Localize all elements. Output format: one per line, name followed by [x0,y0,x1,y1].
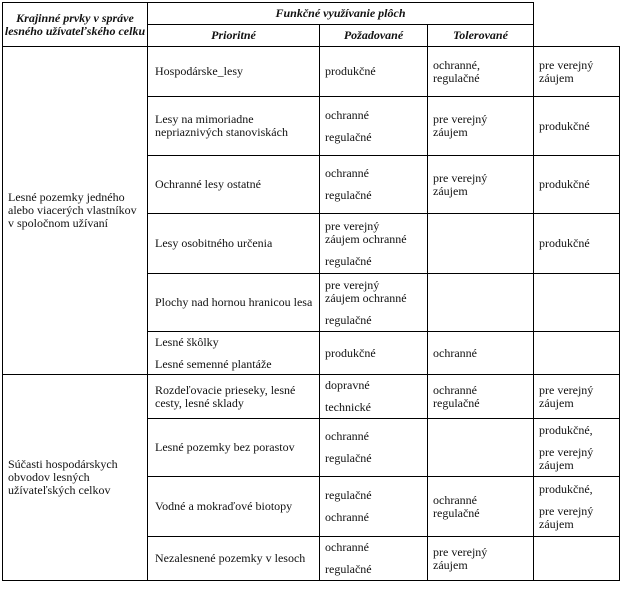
tolerated-cell [534,274,620,332]
cell-line: ochranné [433,345,477,360]
required-cell [428,332,534,375]
cell-line: záujem [539,516,574,531]
cell-line: regulačné [325,129,372,144]
tolerated-cell [534,477,620,537]
table-row [3,47,620,97]
cell-line: pre verejný [433,544,488,559]
group-label: Lesné pozemky jedného alebo viacerých vlastníkov v spoločnom užívaní [3,47,148,375]
cell-line: produkčné [539,118,590,133]
element-name [148,47,320,97]
cell-line: ochranné [325,510,369,524]
element-name-line: Lesné pozemky bez porastov [155,440,295,454]
table-body [3,47,620,581]
cell-line: produkčné, [539,422,593,437]
cell-line: regulačné [433,395,480,410]
cell-line: pre verejný [325,218,380,233]
cell-line: regulačné [325,451,372,465]
tolerated-cell [534,156,620,214]
tolerated-cell [534,375,620,419]
cell-line: pre verejný [539,444,594,459]
priority-cell [320,156,428,214]
cell-line: produkčné [539,236,590,250]
element-name [148,332,320,375]
required-cell [428,274,534,332]
cell-line: ochranné [325,540,369,554]
group-label: Súčasti hospodárskych obvodov lesných užívateľských celkov [3,375,148,581]
tolerated-cell [534,332,620,375]
cell-line: záujem [433,125,468,139]
tolerated-cell [534,97,620,156]
priority-cell [320,332,428,375]
element-name [148,375,320,419]
cell-line: pre verejný [539,382,594,397]
table-row [3,375,620,419]
element-name [148,274,320,332]
element-name [148,156,320,214]
element-name-line: Plochy nad hornou hranicou lesa [155,295,313,309]
cell-line: záujem [433,557,468,572]
priority-cell [320,47,428,97]
element-name-line: Hospodárske_lesy [155,64,243,78]
cell-line: ochranné [325,107,369,122]
cell-line: regulačné [325,188,372,202]
element-name [148,477,320,537]
cell-line: záujem [539,395,574,410]
cell-line: pre verejný [433,170,488,185]
element-name-line: Rozdeľovacie prieseky, lesné cesty, lesné sklady [155,382,296,410]
priority-cell [320,537,428,581]
required-cell [428,97,534,156]
element-name-line: Nezalesnené pozemky v lesoch [155,551,306,565]
required-cell [428,477,534,537]
element-name-line: Lesy na mimoriadne nepriaznivých stanoviskách [155,112,288,139]
cell-line: ochranné, [433,57,480,72]
element-name [148,97,320,156]
cell-line: záujem [539,70,574,85]
cell-line: záujem [433,183,468,198]
priority-cell [320,214,428,274]
required-cell [428,419,534,477]
cell-line: produkčné [325,345,376,360]
header-required: Požadované [320,25,428,47]
element-name-line: Lesné semenné plantáže [155,356,272,371]
tolerated-cell [534,537,620,581]
element-name-line: Ochranné lesy ostatné [155,177,261,191]
header-landscape-elements: Krajinné prvky v správe lesného užívateľského celku [3,3,148,47]
cell-line: záujem ochranné [325,290,407,305]
element-name [148,419,320,477]
header-functional-use: Funkčné využívanie plôch [148,3,534,25]
cell-line: regulačné [433,70,480,85]
cell-line: regulačné [325,253,372,268]
cell-line: regulačné [325,488,372,502]
element-name [148,537,320,581]
element-name-line: Lesy osobitného určenia [155,236,273,250]
required-cell [428,214,534,274]
tolerated-cell [534,419,620,477]
cell-line: pre verejný [539,503,594,518]
required-cell [428,375,534,419]
cell-line: ochranné [433,492,477,507]
cell-line: ochranné [325,166,369,180]
tolerated-cell [534,214,620,274]
cell-line: produkčné [539,177,590,191]
tolerated-cell [534,47,620,97]
cell-line: záujem ochranné [325,231,407,246]
cell-line: produkčné [325,64,376,78]
priority-cell [320,477,428,537]
cell-line: ochranné [433,382,477,397]
required-cell [428,537,534,581]
priority-cell [320,97,428,156]
cell-line: regulačné [325,562,372,576]
required-cell [428,156,534,214]
cell-line: záujem [539,457,574,472]
cell-line: regulačné [325,312,372,327]
cell-line: regulačné [433,505,480,520]
required-cell [428,47,534,97]
element-name [148,214,320,274]
cell-line: pre verejný [539,57,594,72]
priority-cell [320,375,428,419]
cell-line: technické [325,400,371,414]
cell-line: pre verejný [325,277,380,292]
header-priority: Prioritné [148,25,320,47]
priority-cell [320,274,428,332]
priority-cell [320,419,428,477]
land-use-table [2,2,620,581]
element-name-line: Lesné škôlky [155,334,219,349]
cell-line: pre verejný [433,112,488,126]
header-tolerated: Tolerované [428,25,534,47]
cell-line: dopravné [325,378,370,392]
cell-line: produkčné, [539,481,593,496]
element-name-line: Vodné a mokraďové biotopy [155,499,293,513]
cell-line: ochranné [325,429,369,443]
